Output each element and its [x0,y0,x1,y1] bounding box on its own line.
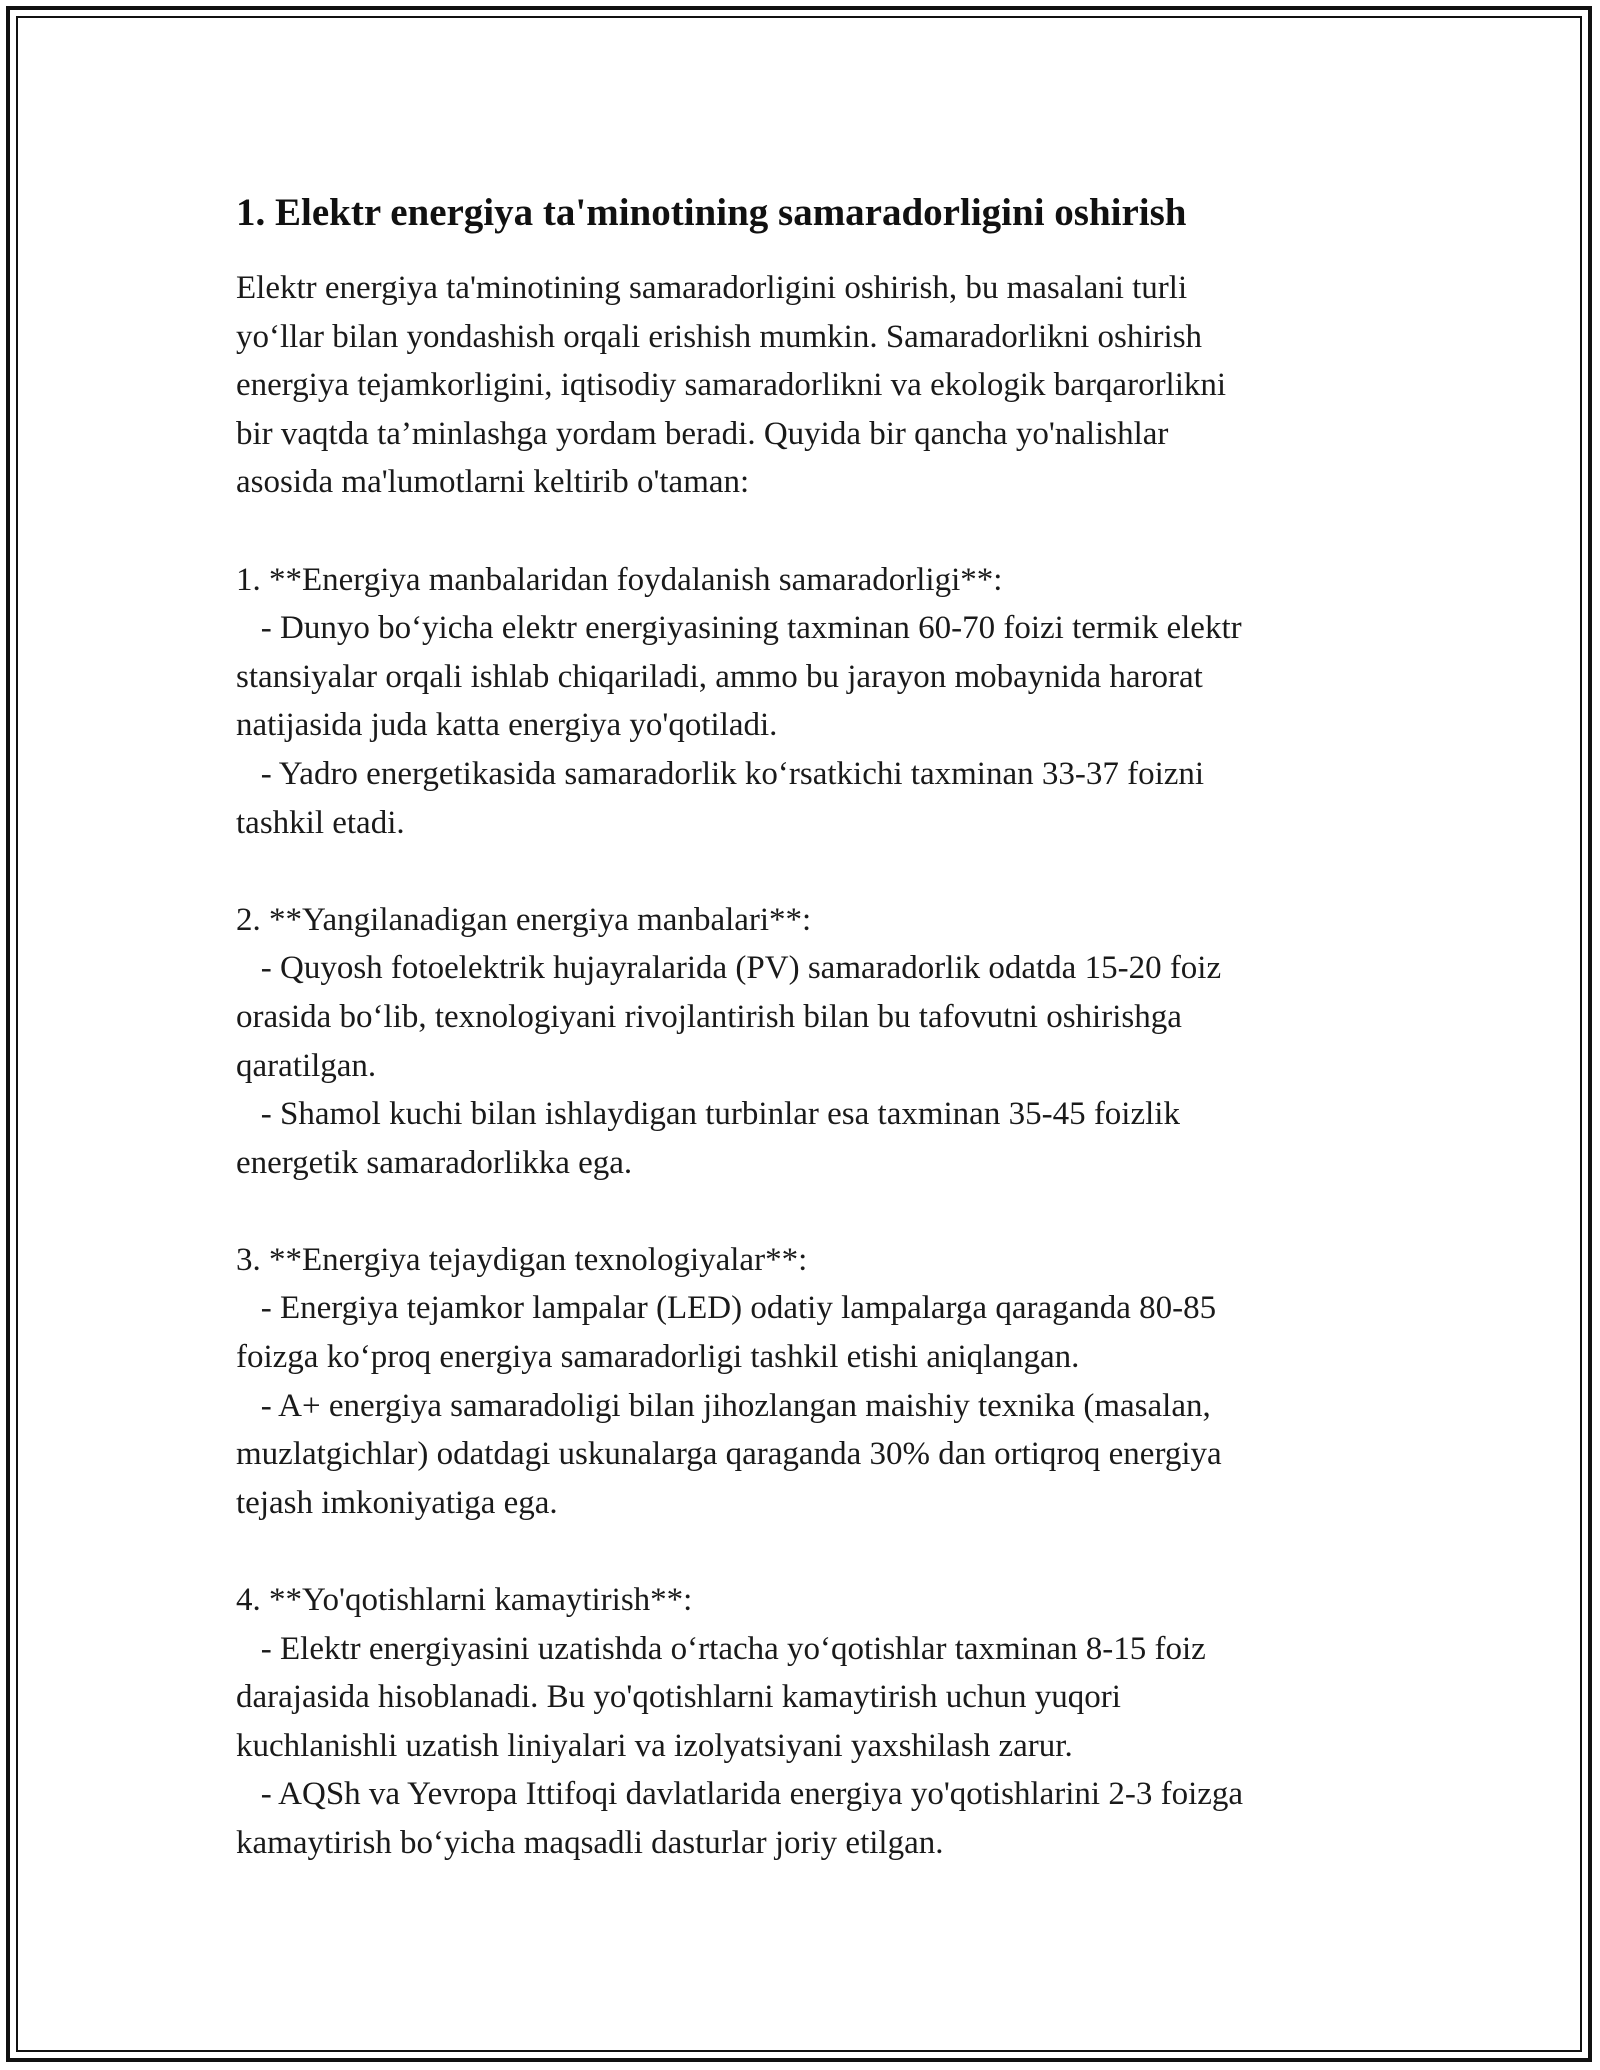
section-point: - Shamol kuchi bilan ishlaydigan turbinlar esa taxminan 35-45 foizlik energetik samaradorlikka ega. [236,1096,1180,1181]
section-point: - Quyosh fotoelektrik hujayralarida (PV) samaradorlik odatda 15-20 foiz orasida bo‘lib, texnologiyani rivojlantirish bilan bu tafovutni oshirishga qaratilgan. [236,950,1222,1084]
document-title: 1. Elektr energiya ta'minotining samaradorligini oshirish [236,191,1187,234]
document-body [236,264,1366,1868]
section-heading: 4. **Yo'qotishlarni kamaytirish**: [236,1582,693,1619]
section-point: - AQSh va Yevropa Ittifoqi davlatlarida energiya yo'qotishlarini 2-3 foizga kamaytirish bo‘yicha maqsadli dasturlar joriy etilgan. [236,1776,1244,1861]
section-4 [236,1576,1366,1868]
section-point: - Elektr energiyasini uzatishda o‘rtacha yo‘qotishlar taxminan 8-15 foiz darajasida hisoblanadi. Bu yo'qotishlarni kamaytirish uchun yuqori kuchlanishli uzatish liniyalari va izolyatsiyani yaxshilash zarur. [236,1630,1206,1764]
section-point: - A+ energiya samaradoligi bilan jihozlangan maishiy texnika (masalan, muzlatgichlar) odatdagi uskunalarga qaraganda 30% dan ortiqroq energiya tejash imkoniyatiga ega. [236,1387,1222,1521]
section-heading: 3. **Energiya tejaydigan texnologiyalar**: [236,1241,808,1278]
section-1 [236,556,1366,848]
section-heading: 2. **Yangilanadigan energiya manbalari**: [236,901,812,938]
section-point: - Dunyo bo‘yicha elektr energiyasining taxminan 60-70 foizi termik elektr stansiyalar orqali ishlab chiqariladi, ammo bu jarayon mobaynida harorat natijasida juda katta energiya yo'qotiladi. [236,610,1242,744]
section-2 [236,896,1366,1188]
section-point: - Yadro energetikasida samaradorlik ko‘rsatkichi taxminan 33-37 foizni tashkil etadi. [236,755,1205,841]
intro-paragraph: Elektr energiya ta'minotining samaradorligini oshirish, bu masalani turli yo‘llar bilan yondashish orqali erishish mumkin. Samaradorlikni oshirish energiya tejamkorligini, iqtisodiy samaradorlikni va ekologik barqarorlikni bir vaqtda ta’minlashga yordam beradi. Quyida bir qancha yo'nalishlar asosida ma'lumotlarni keltirib o'taman: [236,270,1227,501]
section-3 [236,1236,1366,1528]
section-point: - Energiya tejamkor lampalar (LED) odatiy lampalarga qaraganda 80-85 foizga ko‘proq energiya samaradorligi tashkil etishi aniqlangan. [236,1290,1217,1376]
section-heading: 1. **Energiya manbalaridan foydalanish samaradorligi**: [236,561,1003,598]
document-content [236,186,1366,1868]
